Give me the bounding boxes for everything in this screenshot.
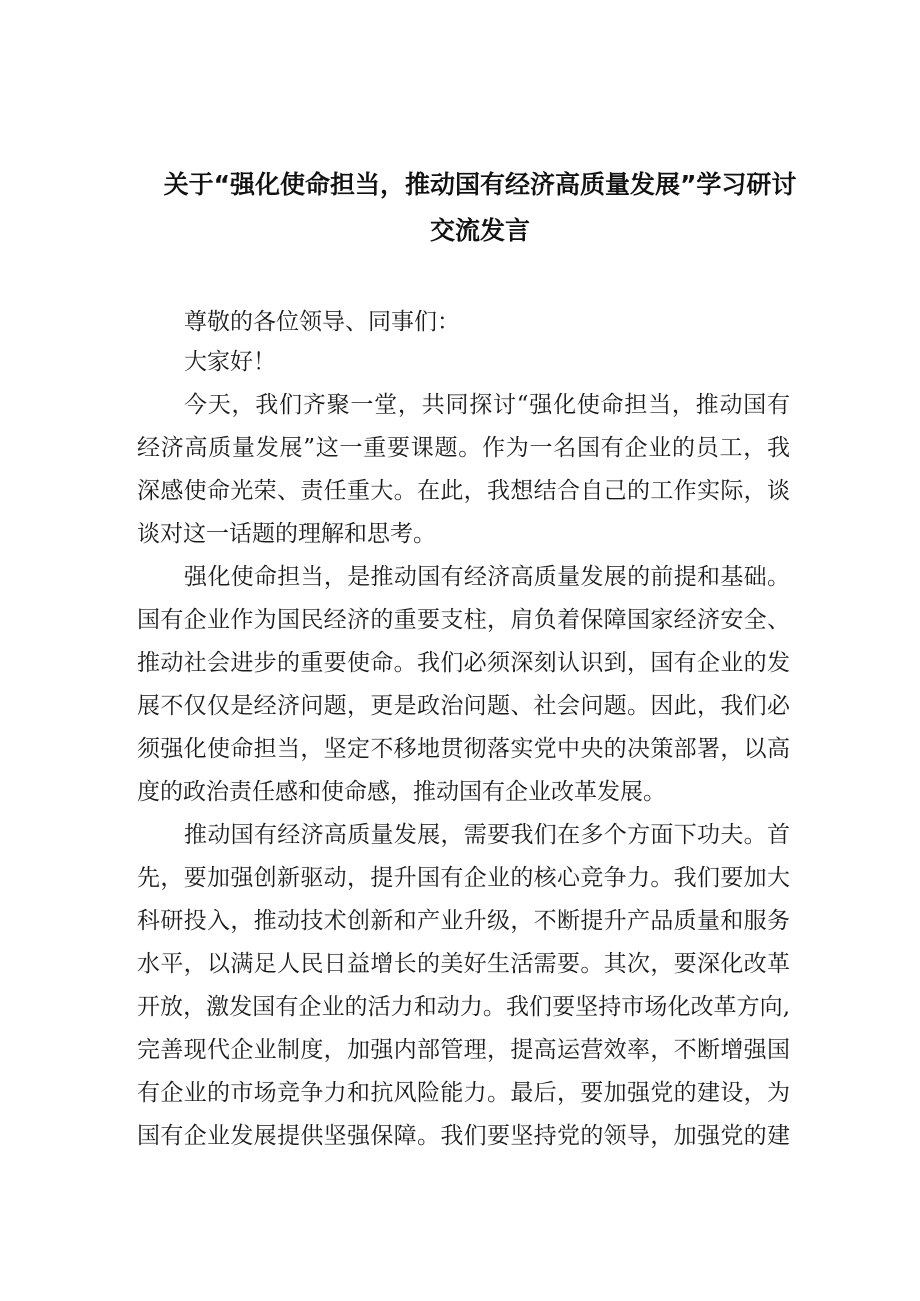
document-title-line-1: 关于“强化使命担当，推动国有经济高质量发展”学习研讨 (163, 170, 797, 199)
paragraph-2-line-3: 推动社会进步的重要使命。我们必须深刻认识到，国有企业的发 (137, 650, 790, 676)
paragraph-1-line-3: 深感使命光荣、责任重大。在此，我想结合自己的工作实际，谈 (137, 478, 790, 504)
paragraph-2-line-1: 强化使命担当，是推动国有经济高质量发展的前提和基础。 (184, 564, 790, 590)
paragraph-3-line-6: 完善现代企业制度，加强内部管理，提高运营效率，不断增强国 (137, 1037, 790, 1063)
paragraph-3-line-8: 国有企业发展提供坚强保障。我们要坚持党的领导，加强党的建 (137, 1123, 790, 1149)
paragraph-1-line-1: 今天，我们齐聚一堂，共同探讨“强化使命担当，推动国有 (184, 392, 790, 418)
document-title-line-2: 交流发言 (429, 216, 530, 245)
paragraph-3-line-7: 有企业的市场竞争力和抗风险能力。最后，要加强党的建设，为 (137, 1080, 790, 1106)
paragraph-2-line-6: 度的政治责任感和使命感，推动国有企业改革发展。 (137, 779, 666, 805)
paragraph-3-line-5: 开放，激发国有企业的活力和动力。我们要坚持市场化改革方向, (137, 994, 790, 1020)
paragraph-1-line-4: 谈对这一话题的理解和思考。 (137, 521, 436, 547)
paragraph-2-line-5: 须强化使命担当，坚定不移地贯彻落实党中央的决策部署，以高 (137, 736, 790, 762)
paragraph-3-line-2: 先，要加强创新驱动，提升国有企业的核心竞争力。我们要加大 (137, 865, 790, 891)
paragraph-3-line-1: 推动国有经济高质量发展，需要我们在多个方面下功夫。首 (184, 822, 790, 848)
paragraph-1-line-2: 经济高质量发展”这一重要课题。作为一名国有企业的员工，我 (137, 435, 790, 461)
paragraph-2-line-4: 展不仅仅是经济问题，更是政治问题、社会问题。因此，我们必 (137, 693, 790, 719)
paragraph-3-line-4: 水平，以满足人民日益增长的美好生活需要。其次，要深化改革 (137, 951, 790, 977)
paragraph-2-line-2: 国有企业作为国民经济的重要支柱，肩负着保障国家经济安全、 (137, 607, 790, 633)
paragraph-3-line-3: 科研投入，推动技术创新和产业升级，不断提升产品质量和服务 (137, 908, 790, 934)
greeting: 大家好！ (184, 349, 276, 375)
salutation: 尊敬的各位领导、同事们： (184, 309, 460, 335)
